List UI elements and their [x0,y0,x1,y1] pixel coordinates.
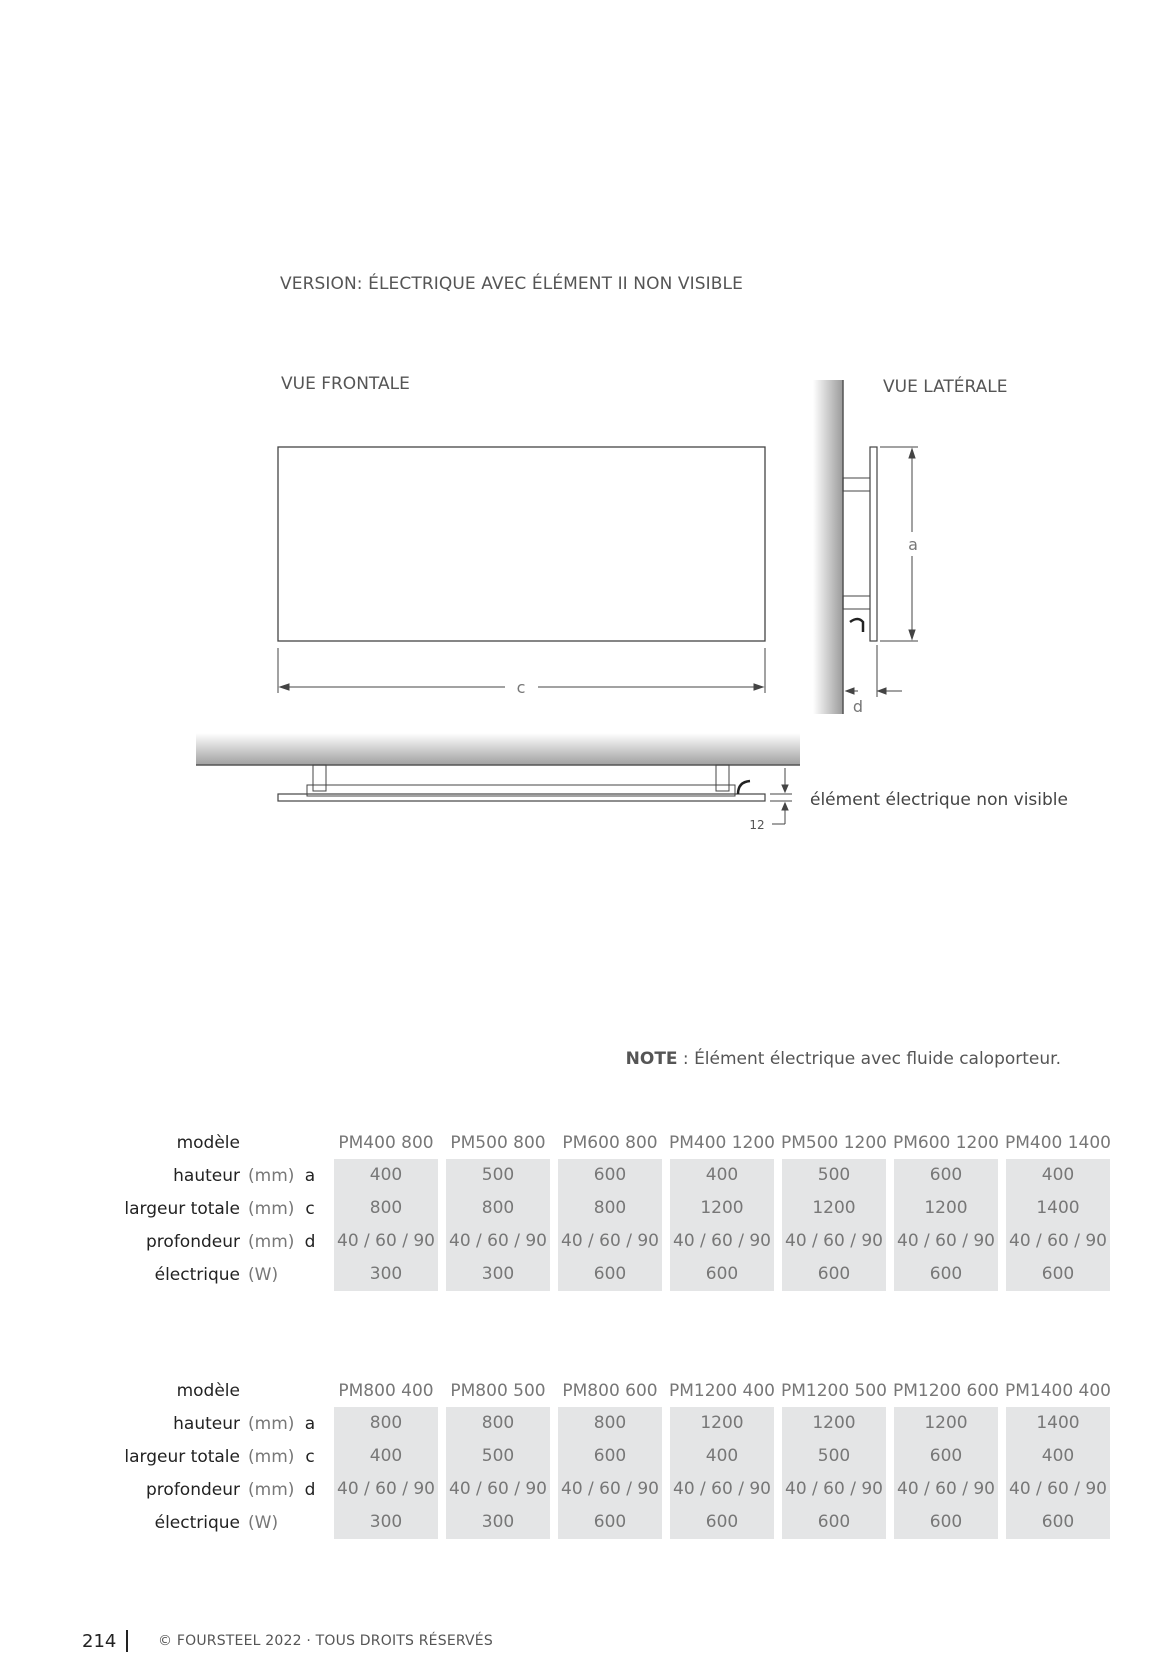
model-name: PM1400 400 [1004,1380,1112,1401]
row-label-width: largeur totale [124,1446,240,1467]
table-cell: 40 / 60 / 90 [894,1473,998,1506]
top-wall [196,733,800,765]
note [626,1049,1061,1069]
table-cell: 400 [670,1440,774,1473]
model-name: PM800 600 [562,1380,658,1401]
note-text: : Élément électrique avec fluide caloporteur. [677,1049,1061,1069]
unit-label: (mm) [248,1413,295,1434]
row-label-model: modèle [176,1380,240,1401]
row-label-depth: profondeur [146,1231,240,1252]
dimension-12 [770,768,792,824]
table-cell: 40 / 60 / 90 [446,1473,550,1506]
table-cell: 300 [334,1506,438,1539]
table-cell: 40 / 60 / 90 [334,1473,438,1506]
table-cell: 1200 [670,1192,774,1225]
table-cell: 600 [558,1440,662,1473]
table-cell: 600 [894,1440,998,1473]
model-name: PM1200 400 [668,1380,776,1401]
model-name: PM1200 500 [780,1380,888,1401]
table-cell: 1400 [1006,1407,1110,1440]
table-cell: 800 [558,1192,662,1225]
table-cell: 600 [1006,1506,1110,1539]
side-cable [850,619,863,632]
model-name: PM600 800 [562,1132,658,1153]
table-cell: 500 [782,1159,886,1192]
side-view-label: VUE LATÉRALE [883,377,1008,397]
table-cell: 40 / 60 / 90 [334,1225,438,1258]
table-cell: 40 / 60 / 90 [446,1225,550,1258]
row-label-height: hauteur [173,1413,240,1434]
side-wall [813,380,843,714]
unit-label: (mm) [248,1479,295,1500]
model-name: PM800 500 [450,1380,546,1401]
row-label-model: modèle [176,1132,240,1153]
table-cell: 600 [558,1506,662,1539]
table-cell: 500 [782,1440,886,1473]
model-name: PM400 800 [338,1132,434,1153]
table-cell: 600 [782,1258,886,1291]
table-cell: 600 [670,1506,774,1539]
model-name: PM500 1200 [780,1132,888,1153]
dim-letter: a [304,1165,316,1186]
table-cell: 800 [446,1407,550,1440]
dim-letter: d [304,1479,316,1500]
top-panel [278,794,765,801]
side-panel [870,447,877,641]
table-cell: 1400 [1006,1192,1110,1225]
table-cell: 300 [446,1506,550,1539]
table-cell: 400 [334,1440,438,1473]
unit-label: (mm) [248,1165,295,1186]
front-panel [278,447,765,641]
dim-letter: d [304,1231,316,1252]
model-name: PM600 1200 [892,1132,1000,1153]
model-name: PM400 1200 [668,1132,776,1153]
table-cell: 300 [334,1258,438,1291]
table-cell: 600 [558,1258,662,1291]
table-cell: 800 [446,1192,550,1225]
lower-bracket [843,596,870,609]
dim-a-label: a [908,535,918,554]
dim-letter: a [304,1413,316,1434]
upper-bracket [843,478,870,491]
dim-d-label: d [852,697,864,716]
table-cell: 500 [446,1440,550,1473]
table-cell: 600 [670,1258,774,1291]
row-label-power: électrique [154,1264,240,1285]
dim-12-label: 12 [749,818,765,832]
unit-label: (mm) [248,1231,295,1252]
table-cell: 600 [894,1506,998,1539]
row-label-height: hauteur [173,1165,240,1186]
dimension-d [846,645,902,697]
unit-label: (mm) [248,1446,295,1467]
unit-label: (mm) [248,1198,295,1219]
model-name: PM800 400 [338,1380,434,1401]
row-label-depth: profondeur [146,1479,240,1500]
top-bracket-left [313,765,326,791]
top-bracket-right [716,765,729,791]
table-cell: 1200 [782,1192,886,1225]
table-cell: 400 [670,1159,774,1192]
table-cell: 600 [1006,1258,1110,1291]
table-cell: 40 / 60 / 90 [894,1225,998,1258]
row-label-power: électrique [154,1512,240,1533]
table-cell: 1200 [670,1407,774,1440]
version-title: VERSION: ÉLECTRIQUE AVEC ÉLÉMENT II NON VISIBLE [280,274,743,294]
table-cell: 40 / 60 / 90 [782,1225,886,1258]
table-cell: 1200 [894,1192,998,1225]
unit-label: (W) [248,1512,279,1533]
table-cell: 400 [334,1159,438,1192]
table-cell: 500 [446,1159,550,1192]
dim-letter: c [305,1198,315,1219]
copyright: © FOURSTEEL 2022 · TOUS DROITS RÉSERVÉS [158,1633,493,1649]
table-cell: 40 / 60 / 90 [1006,1473,1110,1506]
table-cell: 800 [334,1192,438,1225]
table-cell: 800 [558,1407,662,1440]
footer-divider [126,1630,128,1652]
front-view-label: VUE FRONTALE [281,374,410,394]
unit-label: (W) [248,1264,279,1285]
table-cell: 40 / 60 / 90 [670,1225,774,1258]
table-cell: 40 / 60 / 90 [782,1473,886,1506]
table-cell: 300 [446,1258,550,1291]
table-cell: 600 [894,1258,998,1291]
table-cell: 40 / 60 / 90 [558,1225,662,1258]
table-cell: 600 [558,1159,662,1192]
table-cell: 400 [1006,1159,1110,1192]
table-cell: 40 / 60 / 90 [558,1473,662,1506]
model-name: PM1200 600 [892,1380,1000,1401]
top-cable [738,781,750,794]
table-cell: 1200 [894,1407,998,1440]
table-cell: 40 / 60 / 90 [670,1473,774,1506]
model-name: PM400 1400 [1004,1132,1112,1153]
dim-c-label: c [516,678,526,697]
table-cell: 400 [1006,1440,1110,1473]
table-cell: 40 / 60 / 90 [1006,1225,1110,1258]
spec-table-2 [62,1374,1114,1539]
dim-letter: c [305,1446,315,1467]
row-label-width: largeur totale [124,1198,240,1219]
table-cell: 800 [334,1407,438,1440]
model-name: PM500 800 [450,1132,546,1153]
table-cell: 600 [782,1506,886,1539]
table-cell: 1200 [782,1407,886,1440]
page-number: 214 [82,1631,117,1652]
note-bold: NOTE [625,1049,678,1069]
hidden-element-label: élément électrique non visible [810,790,1068,810]
table-cell: 600 [894,1159,998,1192]
spec-table-1 [62,1126,1114,1291]
